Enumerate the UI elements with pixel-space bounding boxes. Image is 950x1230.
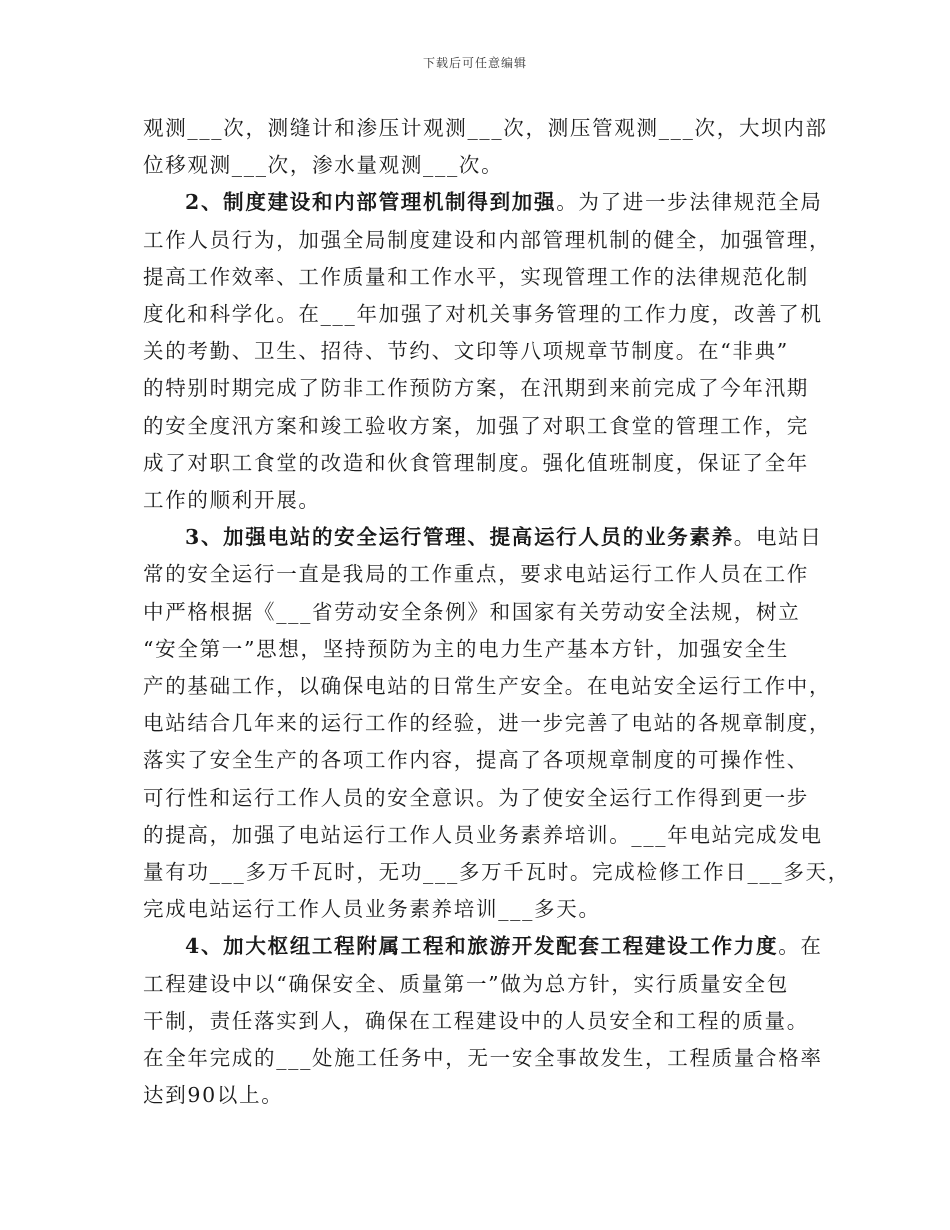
text-line: 位移观测___次，渗水量观测___次。 <box>143 153 504 178</box>
text-line: 完成电站运行工作人员业务素养培训___多天。 <box>143 897 601 922</box>
text-line: 成了对职工食堂的改造和伙食管理制度。强化值班制度，保证了全年 <box>143 450 809 475</box>
text-line: 在全年完成的___处施工任务中，无一安全事故发生，工程质量合格率 <box>143 1046 823 1071</box>
paragraph-system-building <box>143 184 832 519</box>
document-body <box>143 110 850 1114</box>
section-heading: 2、制度建设和内部管理机制得到加强 <box>185 190 557 215</box>
text-line: 提高工作效率、工作质量和工作水平，实现管理工作的法律规范化制 <box>143 264 809 289</box>
paragraph-power-station-safety <box>143 519 850 928</box>
text-line <box>143 184 823 221</box>
text-line: 的安全度汛方案和竣工验收方案，加强了对职工食堂的管理工作，完 <box>143 413 809 438</box>
text-line: “安全第一”思想，坚持预防为主的电力生产基本方针，加强安全生 <box>143 636 789 661</box>
section-heading: 3、加强电站的安全运行管理、提高运行人员的业务素养 <box>185 525 734 550</box>
text-line: 落实了安全生产的各项工作内容，提高了各项规章制度的可操作性、 <box>143 748 809 773</box>
text-line: 达到90以上。 <box>143 1083 284 1108</box>
text-line: 中严格根据《___省劳动安全条例》和国家有关劳动安全法规，树立 <box>143 599 801 624</box>
text-run: 。为了进一步法律规范全局 <box>556 190 823 215</box>
text-line: 常的安全运行一直是我局的工作重点，要求电站运行工作人员在工作 <box>143 562 809 587</box>
text-line: 观测___次，测缝计和渗压计观测___次，测压管观测___次，大坝内部 <box>143 116 828 140</box>
text-line: 电站结合几年来的运行工作的经验，进一步完善了电站的各规章制度， <box>143 711 832 736</box>
text-line: 的提高，加强了电站运行工作人员业务素养培训。___年电站完成发电 <box>143 822 823 847</box>
paragraph-hub-engineering <box>143 928 823 1114</box>
section-heading: 4、加大枢纽工程附属工程和旅游开发配套工程建设工作力度 <box>185 934 779 959</box>
text-line: 的特别时期完成了防非工作预防方案，在汛期到来前完成了今年汛期 <box>143 376 809 401</box>
text-line: 产的基础工作，以确保电站的日常生产安全。在电站安全运行工作中， <box>143 674 832 699</box>
text-line: 工程建设中以“确保安全、质量第一”做为总方针，实行质量安全包 <box>143 971 789 996</box>
text-line <box>143 519 823 556</box>
text-line: 工作人员行为，加强全局制度建设和内部管理机制的健全，加强管理， <box>143 227 832 252</box>
text-line: 可行性和运行工作人员的安全意识。为了使安全运行工作得到更一步 <box>143 785 809 810</box>
text-line: 量有功___多万千瓦时，无功___多万千瓦时。完成检修工作日___多天， <box>143 860 850 885</box>
paragraph-observation-counts <box>143 110 828 184</box>
text-line <box>143 928 823 965</box>
text-line: 干制，责任落实到人，确保在工程建设中的人员安全和工程的质量。 <box>143 1008 809 1033</box>
page-header: 下载后可任意编辑 <box>422 56 527 70</box>
text-run: 。电站日 <box>733 525 823 550</box>
text-line: 度化和科学化。在___年加强了对机关事务管理的工作力度，改善了机 <box>143 302 823 327</box>
text-run: 。在 <box>778 934 823 959</box>
text-line: 工作的顺利开展。 <box>143 488 321 513</box>
text-line: 关的考勤、卫生、招待、节约、文印等八项规章节制度。在“非典” <box>143 339 789 364</box>
